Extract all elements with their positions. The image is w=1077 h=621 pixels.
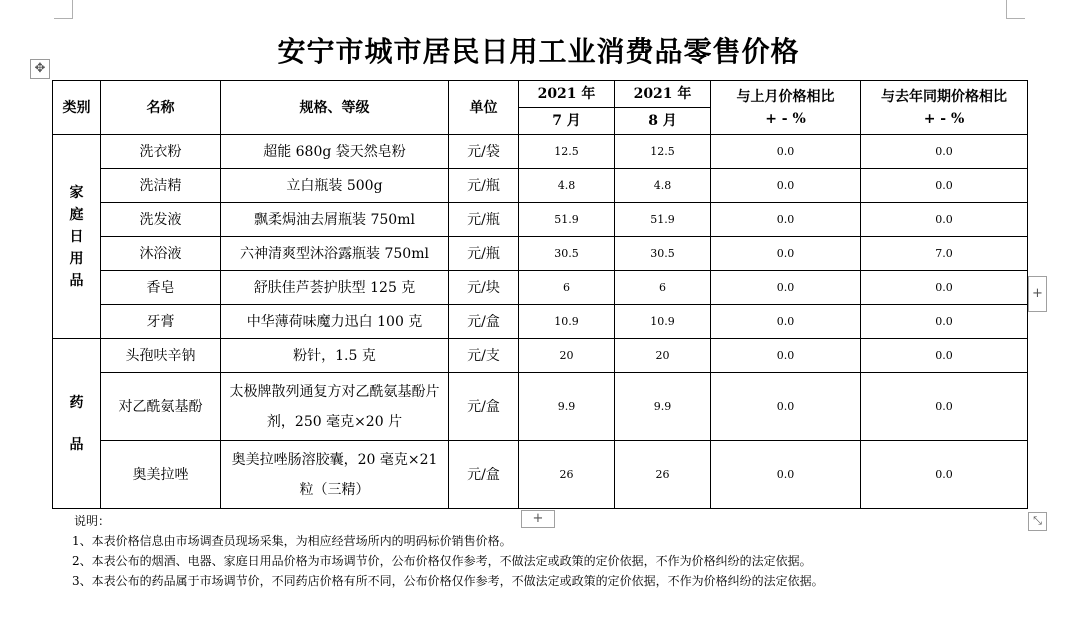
item-unit: 元/块 bbox=[449, 271, 519, 305]
category-char: 用 bbox=[69, 250, 84, 267]
header-name: 名称 bbox=[101, 81, 221, 135]
price-table bbox=[52, 80, 1028, 509]
change-yoy: 0.0 bbox=[861, 135, 1028, 169]
item-name: 洗衣粉 bbox=[101, 135, 221, 169]
category-cell bbox=[53, 135, 101, 339]
header-category: 类别 bbox=[53, 81, 101, 135]
item-unit: 元/盒 bbox=[449, 373, 519, 441]
change-yoy: 0.0 bbox=[861, 339, 1028, 373]
add-row-plus-icon[interactable]: + bbox=[521, 510, 555, 528]
item-spec: 六神清爽型沐浴露瓶装 750ml bbox=[221, 237, 449, 271]
notes-heading: 说明： bbox=[74, 514, 111, 528]
change-mom: 0.0 bbox=[711, 169, 861, 203]
note-item: 2、本表公布的烟酒、电器、家庭日用品价格为市场调节价，公布价格仅作参考，不做法定或政策的定价依据，不作为价格纠纷的法定依据。 bbox=[72, 554, 812, 568]
category-char: 药 bbox=[69, 394, 84, 411]
table-row bbox=[53, 203, 1028, 237]
price-jul: 12.5 bbox=[519, 135, 615, 169]
item-name: 牙膏 bbox=[101, 305, 221, 339]
item-spec: 舒肤佳芦荟护肤型 125 克 bbox=[221, 271, 449, 305]
change-yoy: 0.0 bbox=[861, 373, 1028, 441]
item-unit: 元/支 bbox=[449, 339, 519, 373]
table-row bbox=[53, 305, 1028, 339]
item-name: 头孢呋辛钠 bbox=[101, 339, 221, 373]
header-unit: 单位 bbox=[449, 81, 519, 135]
change-mom: 0.0 bbox=[711, 237, 861, 271]
item-spec: 中华薄荷味魔力迅白 100 克 bbox=[221, 305, 449, 339]
change-yoy: 7.0 bbox=[861, 237, 1028, 271]
item-unit: 元/袋 bbox=[449, 135, 519, 169]
item-name: 对乙酰氨基酚 bbox=[101, 373, 221, 441]
table-move-icon[interactable]: ✥ bbox=[30, 59, 50, 79]
change-yoy: 0.0 bbox=[861, 271, 1028, 305]
item-spec: 立白瓶装 500g bbox=[221, 169, 449, 203]
change-mom: 0.0 bbox=[711, 203, 861, 237]
header-year-aug: 2021 年 bbox=[615, 81, 711, 108]
price-jul: 10.9 bbox=[519, 305, 615, 339]
category-char: 品 bbox=[69, 272, 84, 289]
price-aug: 30.5 bbox=[615, 237, 711, 271]
add-column-plus-icon[interactable]: + bbox=[1028, 276, 1047, 312]
category-char: 品 bbox=[69, 436, 84, 453]
change-mom: 0.0 bbox=[711, 271, 861, 305]
change-mom: 0.0 bbox=[711, 373, 861, 441]
item-spec: 太极牌散列通复方对乙酰氨基酚片剂，250 毫克×20 片 bbox=[221, 373, 449, 441]
item-unit: 元/瓶 bbox=[449, 169, 519, 203]
change-mom: 0.0 bbox=[711, 135, 861, 169]
price-aug: 20 bbox=[615, 339, 711, 373]
table-row bbox=[53, 237, 1028, 271]
document-title: 安宁市城市居民日用工业消费品零售价格 bbox=[277, 35, 800, 68]
header-yoy bbox=[861, 81, 1028, 135]
change-yoy: 0.0 bbox=[861, 305, 1028, 339]
table-row bbox=[53, 169, 1028, 203]
price-jul: 6 bbox=[519, 271, 615, 305]
header-mom-unit: + - % bbox=[765, 110, 806, 127]
price-aug: 51.9 bbox=[615, 203, 711, 237]
price-jul: 26 bbox=[519, 441, 615, 509]
change-yoy: 0.0 bbox=[861, 169, 1028, 203]
price-jul: 30.5 bbox=[519, 237, 615, 271]
change-mom: 0.0 bbox=[711, 441, 861, 509]
category-char: 日 bbox=[69, 228, 84, 245]
item-unit: 元/瓶 bbox=[449, 237, 519, 271]
table-row bbox=[53, 373, 1028, 441]
price-jul: 4.8 bbox=[519, 169, 615, 203]
header-mom bbox=[711, 81, 861, 135]
item-name: 香皂 bbox=[101, 271, 221, 305]
price-aug: 4.8 bbox=[615, 169, 711, 203]
page-corner-mark bbox=[54, 0, 73, 19]
note-item: 1、本表价格信息由市场调查员现场采集，为相应经营场所内的明码标价销售价格。 bbox=[72, 534, 512, 548]
price-jul: 9.9 bbox=[519, 373, 615, 441]
price-aug: 12.5 bbox=[615, 135, 711, 169]
change-mom: 0.0 bbox=[711, 339, 861, 373]
table-row bbox=[53, 135, 1028, 169]
table-row bbox=[53, 339, 1028, 373]
price-aug: 10.9 bbox=[615, 305, 711, 339]
category-char: 庭 bbox=[69, 206, 84, 223]
item-spec: 超能 680g 袋天然皂粉 bbox=[221, 135, 449, 169]
item-name: 奥美拉唑 bbox=[101, 441, 221, 509]
header-month-jul: 7 月 bbox=[519, 108, 615, 135]
price-jul: 20 bbox=[519, 339, 615, 373]
change-mom: 0.0 bbox=[711, 305, 861, 339]
change-yoy: 0.0 bbox=[861, 203, 1028, 237]
notes bbox=[72, 511, 824, 591]
header-month-aug: 8 月 bbox=[615, 108, 711, 135]
item-name: 沐浴液 bbox=[101, 237, 221, 271]
header-year-jul: 2021 年 bbox=[519, 81, 615, 108]
item-spec: 粉针，1.5 克 bbox=[221, 339, 449, 373]
note-item: 3、本表公布的药品属于市场调节价，不同药店价格有所不同，公布价格仅作参考，不做法定或政策的定价依据，不作为价格纠纷的法定依据。 bbox=[72, 574, 824, 588]
price-jul: 51.9 bbox=[519, 203, 615, 237]
category-cell bbox=[53, 339, 101, 509]
header-mom-label: 与上月价格相比 bbox=[736, 88, 835, 105]
item-spec: 奥美拉唑肠溶胶囊，20 毫克×21 粒（三精） bbox=[221, 441, 449, 509]
item-unit: 元/盒 bbox=[449, 441, 519, 509]
item-name: 洗洁精 bbox=[101, 169, 221, 203]
page-corner-mark bbox=[1006, 0, 1025, 19]
item-name: 洗发液 bbox=[101, 203, 221, 237]
table-row bbox=[53, 271, 1028, 305]
price-aug: 26 bbox=[615, 441, 711, 509]
item-unit: 元/盒 bbox=[449, 305, 519, 339]
table-row bbox=[53, 441, 1028, 509]
change-yoy: 0.0 bbox=[861, 441, 1028, 509]
item-unit: 元/瓶 bbox=[449, 203, 519, 237]
item-spec: 飘柔焗油去屑瓶装 750ml bbox=[221, 203, 449, 237]
category-char: 家 bbox=[69, 184, 84, 201]
price-aug: 9.9 bbox=[615, 373, 711, 441]
header-yoy-label: 与去年同期价格相比 bbox=[881, 88, 1007, 105]
table-resize-icon[interactable]: ⤡ bbox=[1028, 512, 1047, 531]
header-spec: 规格、等级 bbox=[221, 81, 449, 135]
header-yoy-unit: + - % bbox=[923, 110, 965, 127]
price-aug: 6 bbox=[615, 271, 711, 305]
